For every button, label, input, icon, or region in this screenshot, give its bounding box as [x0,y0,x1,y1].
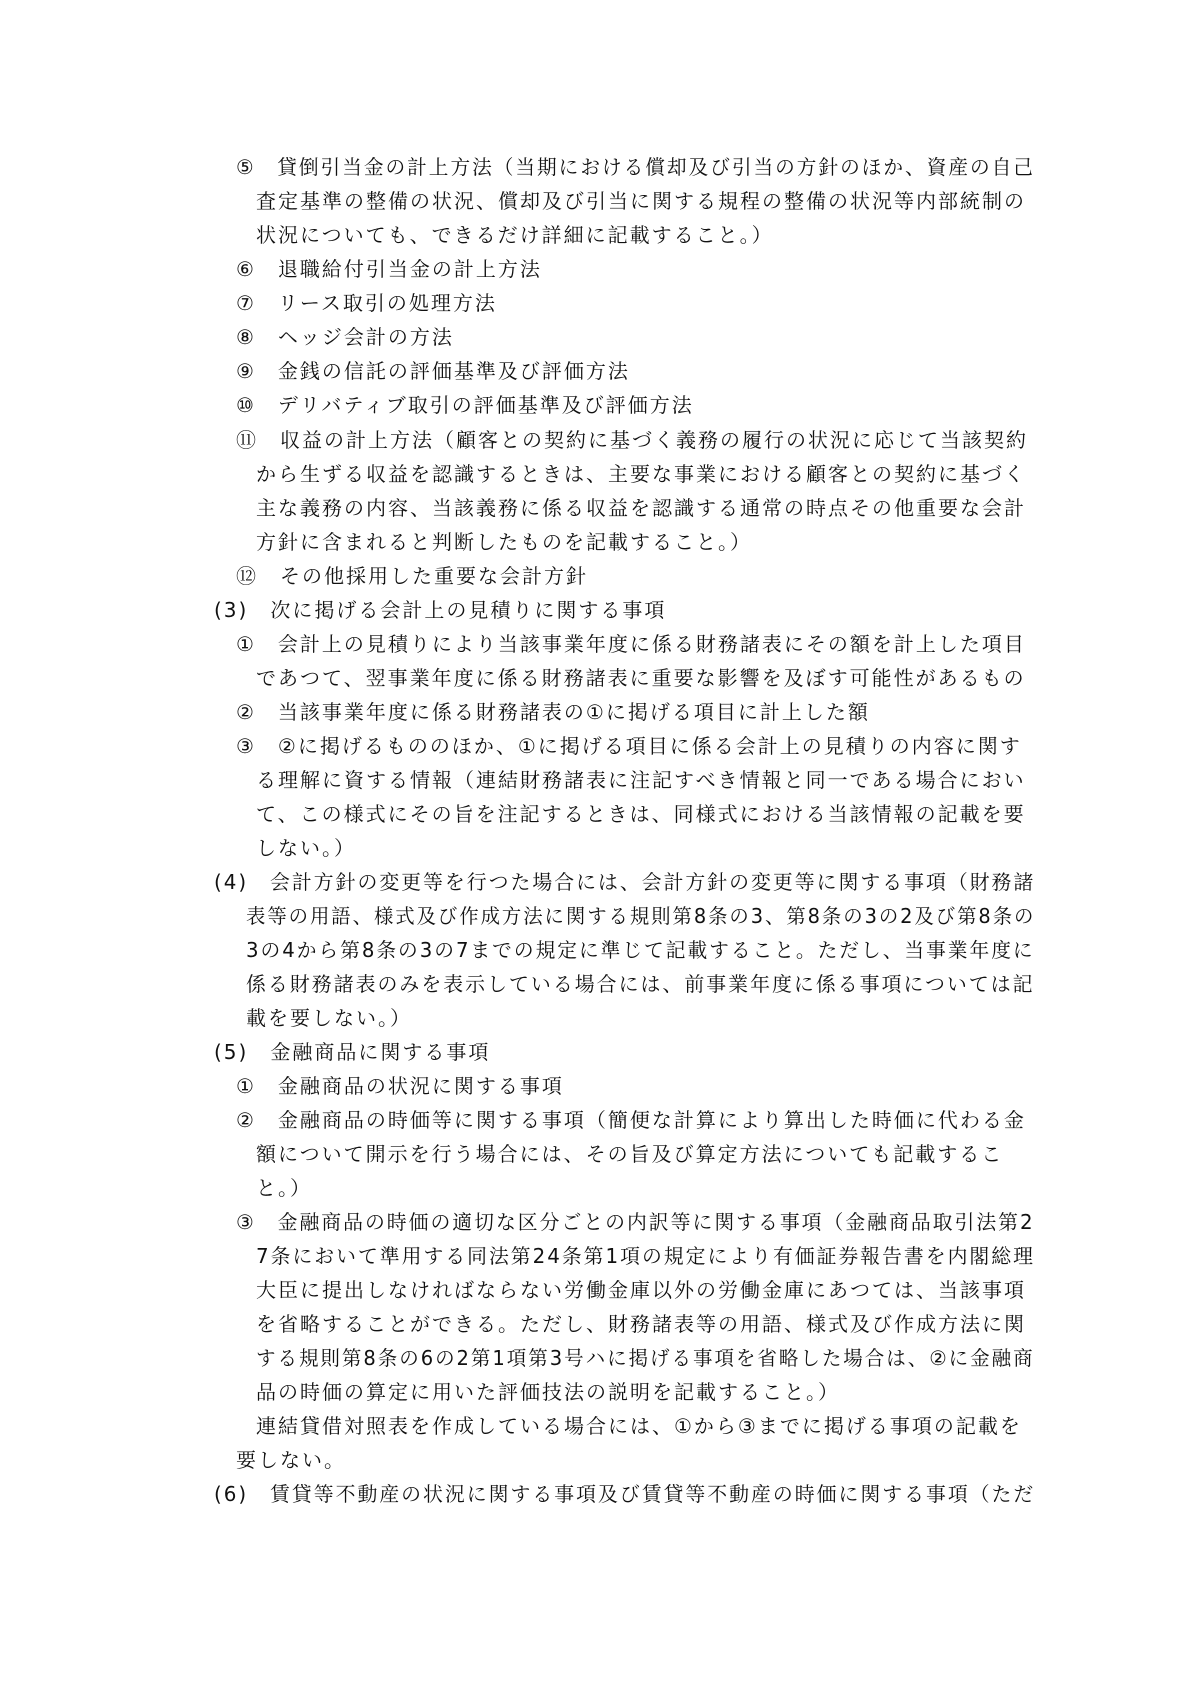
text-line: 主な義務の内容、当該義務に係る収益を認識する通常の時点その他重要な会計 [256,496,1026,520]
text-line: 表等の用語、様式及び作成方法に関する規則第8条の3、第8条の3の2及び第8条の [246,904,1036,928]
text-line: (4) 会計方針の変更等を行つた場合には、会計方針の変更等に関する事項（財務諸 [214,870,1036,894]
text-line: ⑦ リース取引の処理方法 [236,291,497,315]
text-line: て、この様式にその旨を注記するときは、同様式における当該情報の記載を要 [256,802,1026,826]
text-line: ② 当該事業年度に係る財務諸表の①に掲げる項目に計上した額 [236,700,870,724]
text-line: 3の4から第8条の3の7までの規定に準じて記載すること。ただし、当事業年度に [246,938,1035,962]
text-line: 額について開示を行う場合には、その旨及び算定方法についても記載するこ [256,1142,1004,1166]
text-line: ⑧ ヘッジ会計の方法 [236,325,454,349]
text-line: 方針に含まれると判断したものを記載すること。） [256,530,752,554]
text-line: を省略することができる。ただし、財務諸表等の用語、様式及び作成方法に関 [256,1312,1026,1336]
text-line: から生ずる収益を認識するときは、主要な事業における顧客との契約に基づく [256,462,1026,486]
text-line: (3) 次に掲げる会計上の見積りに関する事項 [214,598,667,622]
text-line: しない。） [256,836,356,860]
text-line: 要しない。 [236,1448,346,1472]
text-line: 係る財務諸表のみを表示している場合には、前事業年度に係る事項については記 [246,972,1035,996]
text-line: る理解に資する情報（連結財務諸表に注記すべき情報と同一である場合におい [256,768,1026,792]
text-line: ⑨ 金銭の信託の評価基準及び評価方法 [236,359,630,383]
text-line: 連結貸借対照表を作成している場合には、①から③までに掲げる事項の記載を [256,1414,1022,1438]
text-line: 載を要しない。） [246,1006,412,1030]
text-line: ① 会計上の見積りにより当該事業年度に係る財務諸表にその額を計上した項目 [236,632,1026,656]
text-line: (6) 賃貸等不動産の状況に関する事項及び賃貸等不動産の時価に関する事項（ただ [214,1482,1036,1506]
text-line: ⑩ デリバティブ取引の評価基準及び評価方法 [236,393,694,417]
text-line: ⑫ その他採用した重要な会計方針 [236,564,588,588]
text-line: ③ ②に掲げるもののほか、①に掲げる項目に係る会計上の見積りの内容に関す [236,734,1022,758]
text-line: 7条において準用する同法第24条第1項の規定により有価証券報告書を内閣総理 [256,1244,1035,1268]
text-line: する規則第8条の6の2第1項第3号ハに掲げる事項を省略した場合は、②に金融商 [256,1346,1035,1370]
text-line: ③ 金融商品の時価の適切な区分ごとの内訳等に関する事項（金融商品取引法第2 [236,1210,1035,1234]
text-line: 査定基準の整備の状況、償却及び引当に関する規程の整備の状況等内部統制の [256,189,1026,213]
text-line: ⑥ 退職給付引当金の計上方法 [236,257,542,281]
text-line: (5) 金融商品に関する事項 [214,1040,491,1064]
text-line: 品の時価の算定に用いた評価技法の説明を記載すること。） [256,1380,840,1404]
text-line: と。） [256,1176,312,1200]
text-line: ⑪ 収益の計上方法（顧客との契約に基づく義務の履行の状況に応じて当該契約 [236,428,1028,452]
text-line: 状況についても、できるだけ詳細に記載すること。） [256,223,774,247]
text-line: ② 金融商品の時価等に関する事項（簡便な計算により算出した時価に代わる金 [236,1108,1026,1132]
text-line: 大臣に提出しなければならない労働金庫以外の労働金庫にあつては、当該事項 [256,1278,1026,1302]
text-line: ⑤ 貸倒引当金の計上方法（当期における償却及び引当の方針のほか、資産の自己 [236,155,1035,179]
text-line: であつて、翌事業年度に係る財務諸表に重要な影響を及ぼす可能性があるもの [256,666,1026,690]
text-line: ① 金融商品の状況に関する事項 [236,1074,564,1098]
